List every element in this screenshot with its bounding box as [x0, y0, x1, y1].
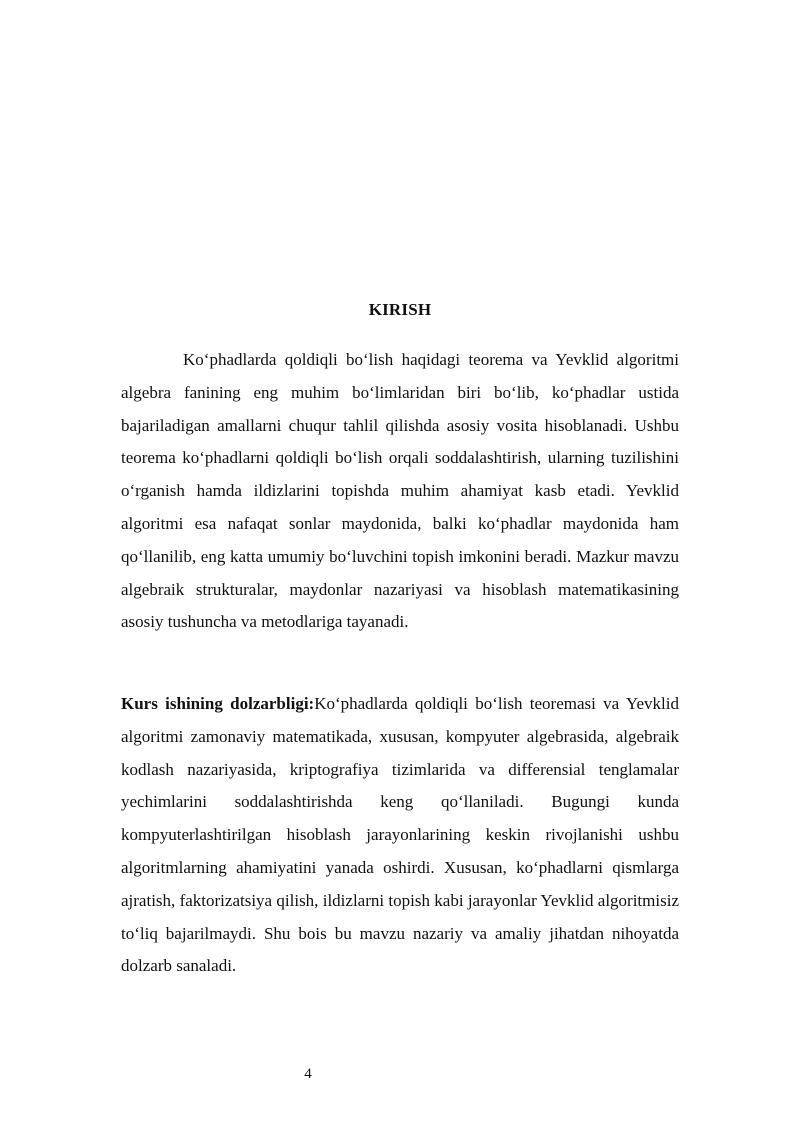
page-number: 4: [304, 1066, 312, 1082]
section-heading: KIRISH: [368, 300, 432, 319]
relevance-paragraph: [121, 688, 679, 983]
intro-paragraph: Ko‘phadlarda qoldiqli bo‘lish haqidagi teorema va Yevklid algoritmi algebra fanining eng muhim bo‘limlaridan biri bo‘lib, ko‘phadlar ustida bajariladigan amallarni chuqur tahlil qilishda asosiy vosita hisoblanadi. Ushbu teorema ko‘phadlarni qoldiqli bo‘lish orqali soddalashtirish, ularning tuzilishini o‘rganish hamda ildizlarini topishda muhim ahamiyat kasb etadi. Yevklid algoritmi esa nafaqat sonlar maydonida, balki ko‘phadlar maydonida ham qo‘llanilib, eng katta umumiy bo‘luvchini topish imkonini beradi. Mazkur mavzu algebraik strukturalar, maydonlar nazariyasi va hisoblash matematikasining asosiy tushuncha va metodlariga tayanadi.: [121, 350, 679, 632]
relevance-text: Ko‘phadlarda qoldiqli bo‘lish teoremasi va Yevklid algoritmi zamonaviy matematikada, xususan, kompyuter algebrasida, algebraik kodlash nazariyasida, kriptografiya tizimlarida va differensial tenglamalar yechimlarini soddalashtirishda keng qo‘llaniladi. Bugungi kunda kompyuterlashtirilgan hisoblash jarayonlarining keskin rivojlanishi ushbu algoritmlarning ahamiyatini yanada oshirdi. Xususan, ko‘phadlarni qismlarga ajratish, faktorizatsiya qilish, ildizlarni topish kabi jarayonlar Yevklid algoritmisiz to‘liq bajarilmaydi. Shu bois bu mavzu nazariy va amaliy jihatdan nihoyatda dolzarb sanaladi.: [121, 694, 679, 976]
relevance-label: Kurs ishining dolzarbligi:: [121, 694, 315, 713]
